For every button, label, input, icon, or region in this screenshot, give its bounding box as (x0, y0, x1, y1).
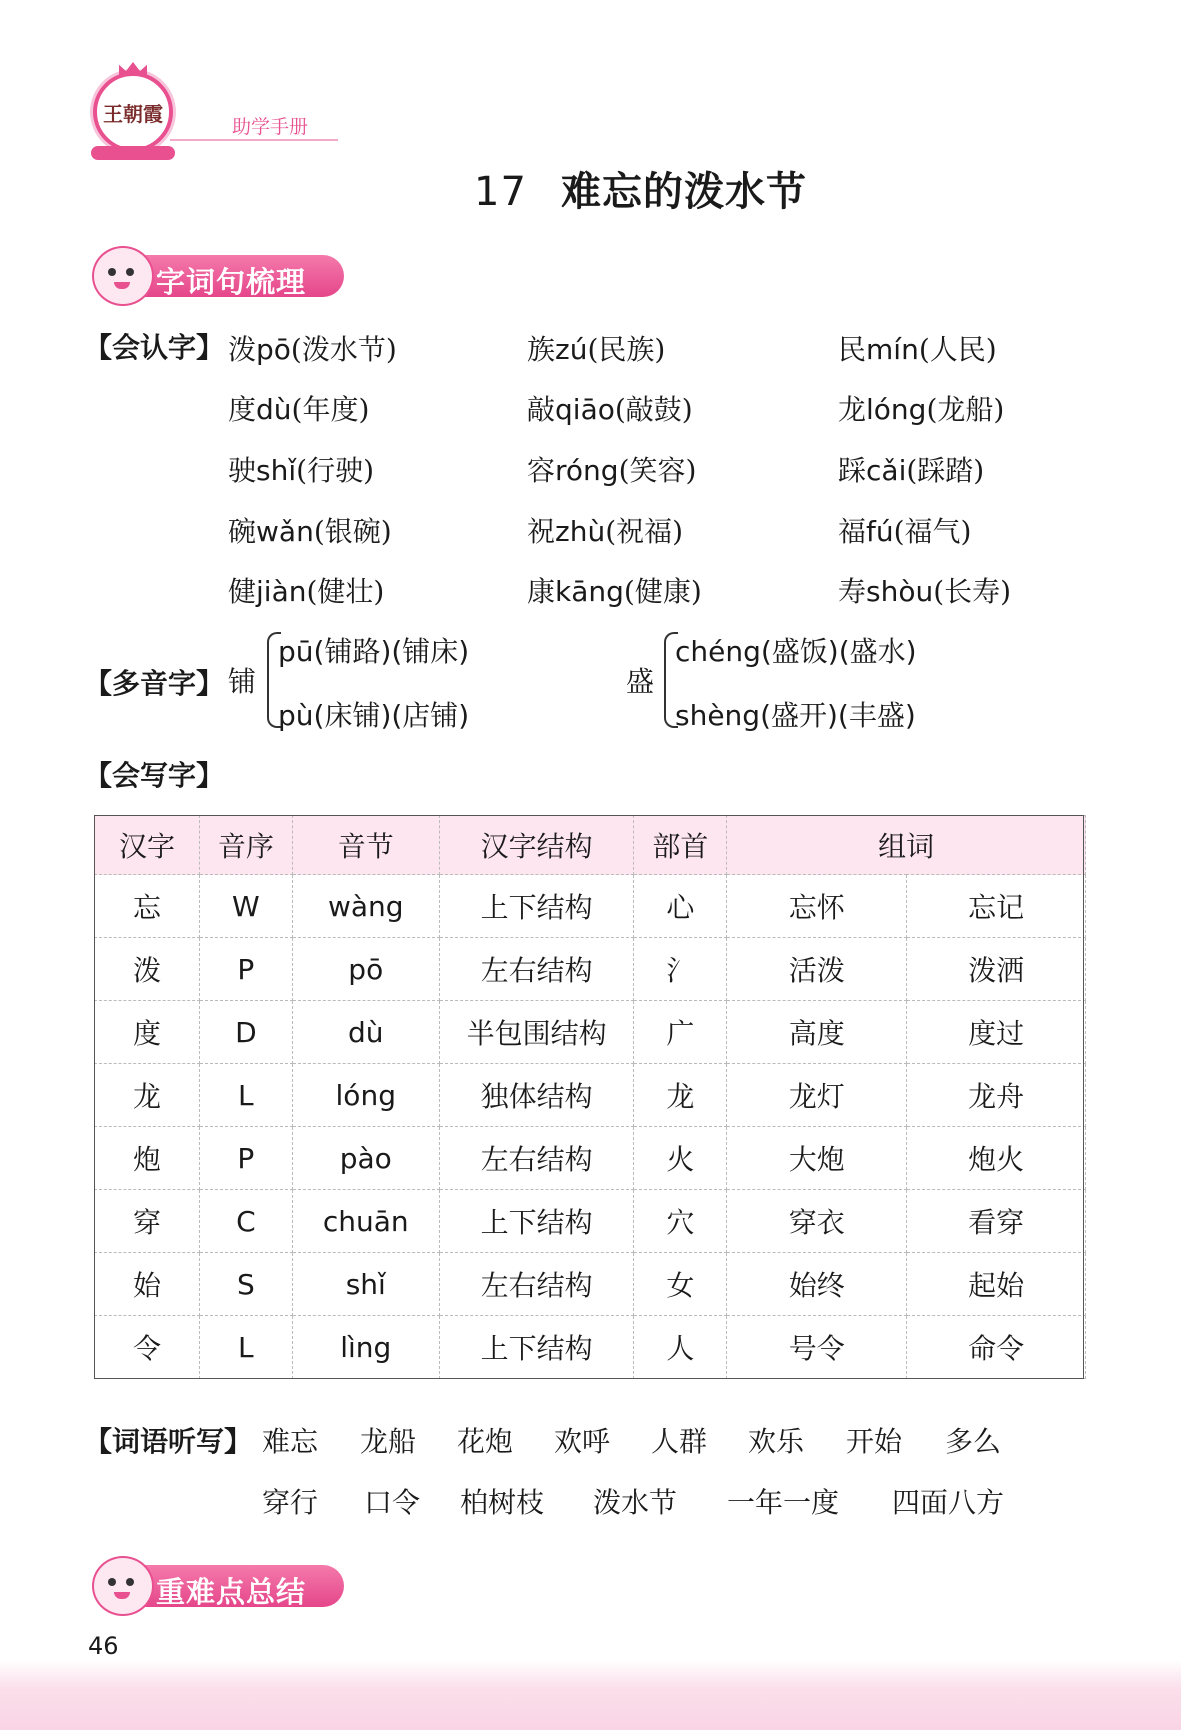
recognize-char: 康 (527, 575, 556, 608)
recognize-pinyin: jiàn (256, 575, 307, 608)
cell-initial: C (199, 1190, 292, 1253)
logo-brand: 王朝霞 (103, 102, 163, 126)
cell-char: 始 (95, 1253, 200, 1316)
dictation-word: 难忘 (262, 1425, 319, 1458)
mascot-icon (92, 1556, 154, 1616)
cell-initial: P (199, 1127, 292, 1190)
recognize-pinyin: dù (256, 393, 292, 426)
recognize-pinyin: lóng (866, 393, 927, 426)
table-header-row (95, 816, 1086, 875)
cell-initial: D (199, 1001, 292, 1064)
recognize-char: 民 (838, 333, 867, 366)
dictation-word: 多么 (945, 1425, 1002, 1458)
cell-char: 度 (95, 1001, 200, 1064)
cell-radical: 心 (634, 875, 727, 938)
recognize-word: (年度) (291, 393, 370, 426)
recognize-pinyin: kāng (555, 575, 624, 608)
recognize-word: (敲鼓) (614, 393, 693, 426)
recognize-item (228, 449, 374, 489)
table-row (95, 1064, 1086, 1127)
recognize-char: 容 (527, 454, 556, 487)
recognize-item (228, 510, 392, 550)
page-number: 46 (88, 1632, 119, 1660)
cell-word: 活泼 (727, 938, 907, 1001)
cell-char: 令 (95, 1316, 200, 1379)
dictation-word: 花炮 (457, 1425, 514, 1458)
table-row (95, 1190, 1086, 1253)
recognize-char: 踩 (838, 454, 867, 487)
recognize-item (228, 570, 384, 610)
cell-syllable: lóng (292, 1064, 439, 1127)
recognize-item (527, 328, 665, 368)
recognize-pinyin: zhù (555, 515, 606, 548)
cell-word: 高度 (727, 1001, 907, 1064)
recognize-item (527, 510, 683, 550)
cell-word: 大炮 (727, 1127, 907, 1190)
recognize-word: (人民) (918, 333, 997, 366)
recognize-word: (福气) (893, 515, 972, 548)
recognize-word: (踩踏) (906, 454, 985, 487)
cell-syllable: lìng (292, 1316, 439, 1379)
cell-structure: 上下结构 (439, 1316, 634, 1379)
cell-char: 龙 (95, 1064, 200, 1127)
header-initial: 音序 (199, 816, 292, 875)
cell-structure: 左右结构 (439, 938, 634, 1001)
polyphonic-reading: chéng(盛饭)(盛水) (675, 635, 917, 668)
banner-label: 重难点总结 (156, 1575, 307, 1609)
cell-char: 穿 (95, 1190, 200, 1253)
recognize-char: 寿 (838, 575, 867, 608)
recognize-item (838, 449, 984, 489)
table-row (95, 938, 1086, 1001)
cell-word: 命令 (907, 1316, 1086, 1379)
header-char: 汉字 (95, 816, 200, 875)
cell-initial: W (199, 875, 292, 938)
recognize-pinyin: shòu (866, 575, 934, 608)
cell-word: 起始 (907, 1253, 1086, 1316)
header-underline (170, 139, 338, 141)
recognize-word: (笑容) (618, 454, 697, 487)
cell-syllable: chuān (292, 1190, 439, 1253)
cell-radical: 穴 (634, 1190, 727, 1253)
cell-initial: P (199, 938, 292, 1001)
polyphonic-label: 【多音字】 (84, 667, 225, 700)
section-banner-vocabulary (92, 252, 342, 298)
polyphonic-char-1: 铺 (228, 665, 257, 698)
recognize-char: 泼 (228, 333, 257, 366)
recognize-pinyin: wǎn (256, 515, 314, 548)
recognize-pinyin: shǐ (256, 454, 297, 487)
cell-syllable: pào (292, 1127, 439, 1190)
cell-initial: S (199, 1253, 292, 1316)
cell-word: 穿衣 (727, 1190, 907, 1253)
recognize-word: (行驶) (296, 454, 374, 487)
cell-word: 度过 (907, 1001, 1086, 1064)
dictation-word: 泼水节 (593, 1486, 678, 1519)
recognize-word: (民族) (587, 333, 666, 366)
recognize-item (838, 510, 971, 550)
header-title: 助学手册 (232, 116, 309, 138)
dictation-word: 四面八方 (892, 1486, 1005, 1519)
polyphonic-reading: pū(铺路)(铺床) (278, 635, 470, 668)
recognize-pinyin: fú (866, 515, 894, 548)
cell-char: 忘 (95, 875, 200, 938)
cell-syllable: wàng (292, 875, 439, 938)
recognize-item (228, 328, 397, 368)
recognize-item (838, 388, 1004, 428)
dictation-word: 欢呼 (554, 1425, 611, 1458)
recognize-word: (银碗) (313, 515, 392, 548)
cell-radical: 龙 (634, 1064, 727, 1127)
table-row (95, 1001, 1086, 1064)
recognize-pinyin: cǎi (866, 454, 907, 487)
recognize-word: (泼水节) (290, 333, 397, 366)
polyphonic-char-2: 盛 (626, 665, 655, 698)
write-label: 【会写字】 (84, 759, 225, 792)
recognize-word: (长寿) (933, 575, 1012, 608)
dictation-word: 柏树枝 (460, 1486, 545, 1519)
recognize-char: 度 (228, 393, 257, 426)
header-radical: 部首 (634, 816, 727, 875)
recognize-word: (祝福) (605, 515, 684, 548)
cell-initial: L (199, 1316, 292, 1379)
cell-radical: 氵 (634, 938, 727, 1001)
dictation-label: 【词语听写】 (84, 1425, 253, 1458)
cell-word: 看穿 (907, 1190, 1086, 1253)
recognize-item (228, 388, 369, 428)
cell-word: 龙灯 (727, 1064, 907, 1127)
recognize-pinyin: qiāo (555, 393, 615, 426)
recognize-item (527, 388, 693, 428)
write-table (94, 815, 1086, 1379)
recognize-pinyin: zú (555, 333, 588, 366)
header-structure: 汉字结构 (439, 816, 634, 875)
cell-radical: 女 (634, 1253, 727, 1316)
recognize-char: 祝 (527, 515, 556, 548)
cell-structure: 左右结构 (439, 1127, 634, 1190)
cell-syllable: pō (292, 938, 439, 1001)
recognize-item (838, 328, 997, 368)
cell-word: 始终 (727, 1253, 907, 1316)
dictation-word: 口令 (364, 1486, 421, 1519)
recognize-item (527, 570, 702, 610)
lesson-title (0, 160, 1181, 217)
cell-radical: 广 (634, 1001, 727, 1064)
recognize-label: 【会认字】 (84, 331, 225, 364)
dictation-word: 人群 (651, 1425, 708, 1458)
footer-band (0, 1660, 1181, 1730)
recognize-word: (健壮) (306, 575, 385, 608)
mascot-icon (92, 246, 154, 306)
cell-word: 号令 (727, 1316, 907, 1379)
cell-word: 忘记 (907, 875, 1086, 938)
recognize-char: 敲 (527, 393, 556, 426)
polyphonic-reading: pù(床铺)(店铺) (278, 699, 470, 732)
cell-structure: 半包围结构 (439, 1001, 634, 1064)
recognize-pinyin: mín (866, 333, 919, 366)
recognize-char: 健 (228, 575, 257, 608)
cell-radical: 人 (634, 1316, 727, 1379)
recognize-pinyin: róng (555, 454, 619, 487)
cell-word: 龙舟 (907, 1064, 1086, 1127)
header-words: 组词 (727, 816, 1086, 875)
recognize-word: (龙船) (926, 393, 1005, 426)
table-row (95, 1127, 1086, 1190)
cell-structure: 独体结构 (439, 1064, 634, 1127)
recognize-char: 碗 (228, 515, 257, 548)
cell-structure: 上下结构 (439, 875, 634, 938)
dictation-word: 开始 (846, 1425, 903, 1458)
dictation-word: 龙船 (360, 1425, 417, 1458)
cell-syllable: dù (292, 1001, 439, 1064)
cell-structure: 上下结构 (439, 1190, 634, 1253)
cell-structure: 左右结构 (439, 1253, 634, 1316)
cell-word: 炮火 (907, 1127, 1086, 1190)
cell-word: 忘怀 (727, 875, 907, 938)
dictation-word: 欢乐 (748, 1425, 805, 1458)
recognize-char: 驶 (228, 454, 257, 487)
lesson-number: 17 (474, 169, 527, 215)
logo-ribbon (91, 146, 175, 160)
recognize-char: 福 (838, 515, 867, 548)
recognize-char: 龙 (838, 393, 867, 426)
recognize-pinyin: pō (256, 333, 291, 366)
cell-char: 泼 (95, 938, 200, 1001)
section-banner-key-points (92, 1562, 342, 1608)
dictation-word: 一年一度 (727, 1486, 840, 1519)
table-row (95, 1316, 1086, 1379)
recognize-word: (健康) (623, 575, 702, 608)
header-syllable: 音节 (292, 816, 439, 875)
table-row (95, 1253, 1086, 1316)
dictation-word: 穿行 (262, 1486, 319, 1519)
cell-syllable: shǐ (292, 1253, 439, 1316)
polyphonic-reading: shèng(盛开)(丰盛) (675, 699, 916, 732)
table-row (95, 875, 1086, 938)
lesson-name: 难忘的泼水节 (560, 169, 807, 215)
cell-word: 泼洒 (907, 938, 1086, 1001)
crown-icon (119, 62, 147, 76)
publisher-logo (93, 72, 173, 152)
banner-label: 字词句梳理 (156, 265, 307, 299)
recognize-item (527, 449, 696, 489)
cell-initial: L (199, 1064, 292, 1127)
recognize-item (838, 570, 1011, 610)
cell-radical: 火 (634, 1127, 727, 1190)
recognize-char: 族 (527, 333, 556, 366)
cell-char: 炮 (95, 1127, 200, 1190)
